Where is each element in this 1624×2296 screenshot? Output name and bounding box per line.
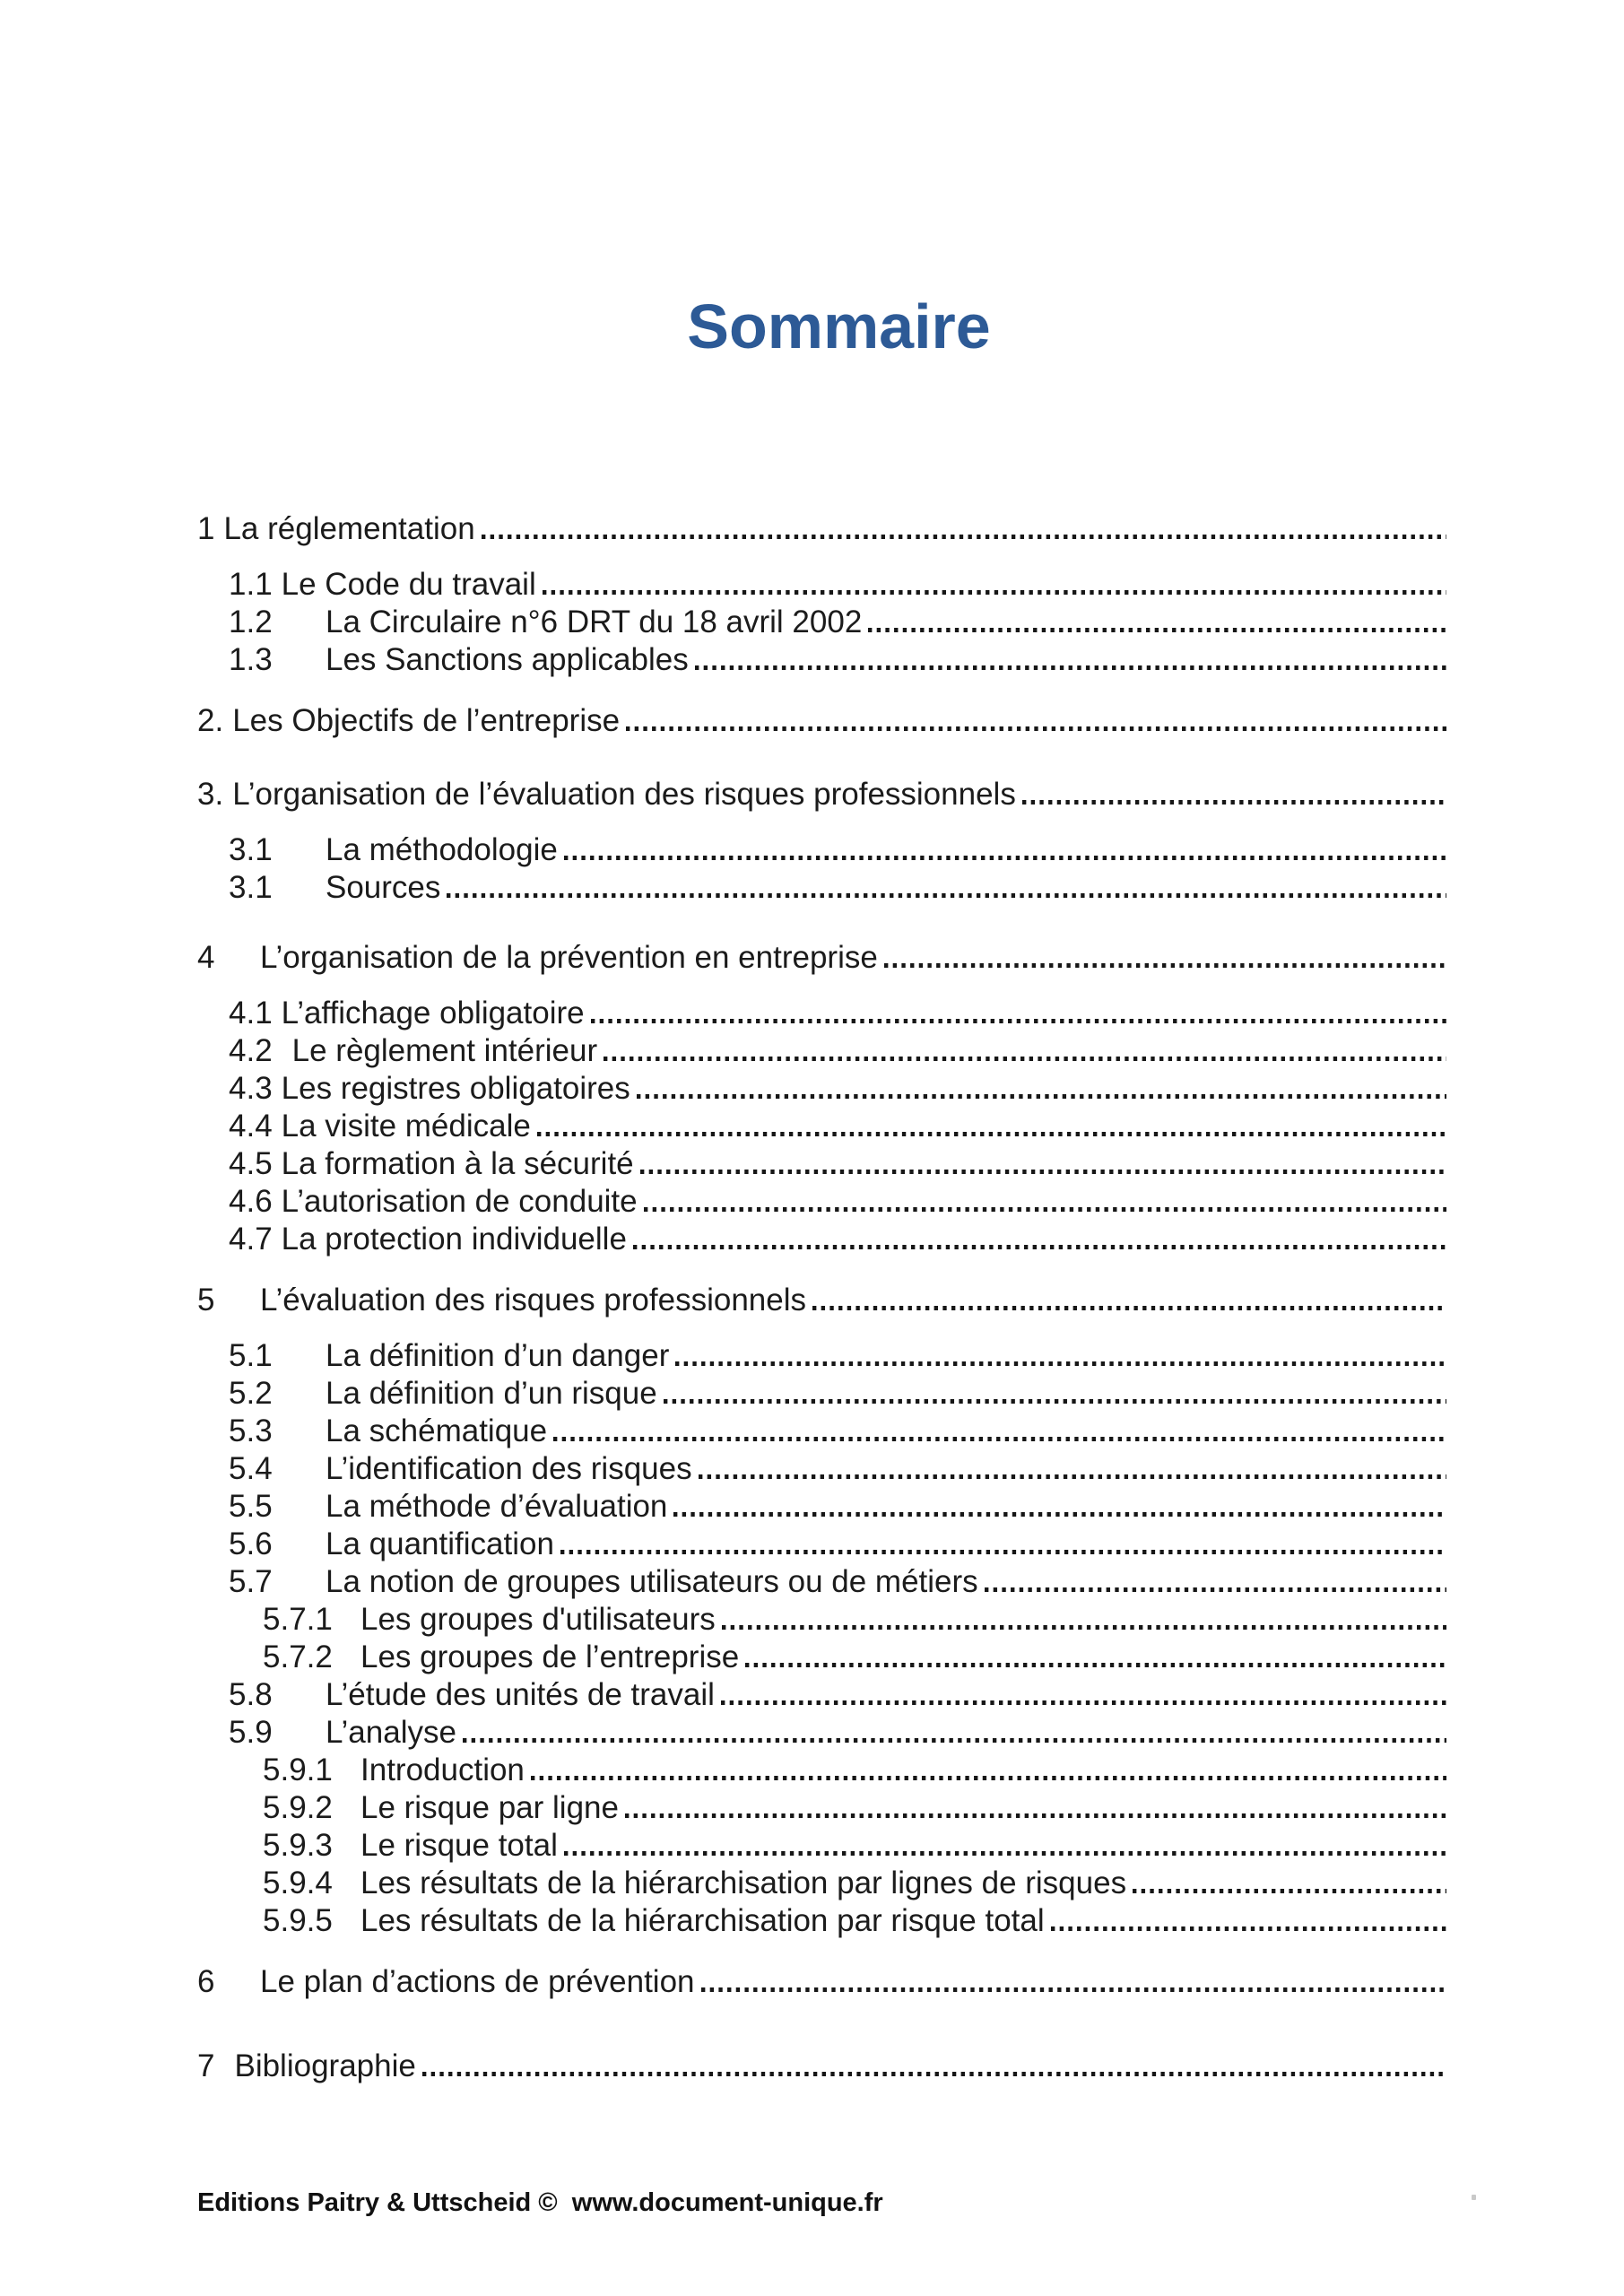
toc-entry-label: La méthode d’évaluation xyxy=(326,1489,668,1524)
toc-entry-label: L’autorisation de conduite xyxy=(281,1184,638,1219)
toc-entry xyxy=(197,1221,1446,1258)
toc-entry-label: La méthodologie xyxy=(326,832,558,867)
toc-entry-label: La protection individuelle xyxy=(281,1222,627,1257)
toc-entry-label: Le risque par ligne xyxy=(360,1790,619,1825)
toc-entry-label: La définition d’un danger xyxy=(326,1338,670,1373)
toc-entry-number: 6 xyxy=(197,1964,215,1999)
toc-entry-label: L’évaluation des risques professionnels xyxy=(260,1283,806,1318)
dot-leader xyxy=(664,1399,1446,1404)
toc-subentries xyxy=(197,831,1446,907)
toc-section-heading xyxy=(197,2048,1446,2085)
dot-leader xyxy=(531,1776,1446,1780)
toc-entry-number: 4.2 xyxy=(229,1033,273,1068)
toc-entry-number: 2. xyxy=(197,703,224,738)
toc-entry-number: 3.1 xyxy=(229,870,273,905)
toc-subentries xyxy=(197,566,1446,679)
toc-entry-number: 5 xyxy=(197,1283,215,1318)
toc-entry-number: 4.5 xyxy=(229,1146,273,1181)
toc-entry-number: 3.1 xyxy=(229,832,273,867)
toc-entry-number: 5.7.1 xyxy=(263,1602,333,1637)
toc-entry-label: Les résultats de la hiérarchisation par lignes de risques xyxy=(360,1866,1127,1900)
toc-entry-label: Les Objectifs de l’entreprise xyxy=(232,703,621,738)
toc-entry-number: 4.1 xyxy=(229,996,273,1031)
toc-entry xyxy=(197,1032,1446,1070)
toc-entry xyxy=(197,1752,1446,1789)
toc-section-heading xyxy=(197,702,1446,740)
toc-entry xyxy=(197,1337,1446,1375)
toc-entry-number: 5.1 xyxy=(229,1338,273,1373)
dot-leader xyxy=(699,1474,1446,1479)
page-title: Sommaire xyxy=(687,291,991,361)
dot-leader xyxy=(868,628,1446,632)
dot-leader xyxy=(722,1625,1446,1630)
dot-leader xyxy=(447,893,1446,898)
toc-section xyxy=(197,2048,1446,2085)
toc-section-heading xyxy=(197,1963,1446,2001)
toc-entry xyxy=(197,1145,1446,1183)
toc-entry-number: 5.5 xyxy=(229,1489,273,1524)
toc-entry xyxy=(197,1714,1446,1752)
toc-entry xyxy=(197,1563,1446,1601)
toc-entry xyxy=(197,995,1446,1032)
dot-leader xyxy=(422,2072,1446,2076)
toc-section xyxy=(197,1282,1446,1940)
toc-section-heading xyxy=(197,510,1446,548)
toc-entry-label: La notion de groupes utilisateurs ou de métiers xyxy=(326,1564,978,1599)
dot-leader xyxy=(482,535,1446,539)
toc-entry-number: 5.3 xyxy=(229,1413,273,1448)
toc-entry xyxy=(197,1865,1446,1902)
toc-entry xyxy=(197,1108,1446,1145)
dot-leader xyxy=(884,963,1446,968)
dot-leader xyxy=(673,1512,1446,1517)
toc-entry xyxy=(197,1375,1446,1413)
toc-entry xyxy=(197,1488,1446,1526)
dot-leader xyxy=(695,665,1446,670)
toc-entry xyxy=(197,869,1446,907)
toc-entry xyxy=(197,1827,1446,1865)
toc-entry xyxy=(197,604,1446,641)
toc-entry xyxy=(197,1789,1446,1827)
toc-entry-label: Le plan d’actions de prévention xyxy=(260,1964,695,1999)
toc-entry-number: 1 xyxy=(197,511,215,546)
toc-entry-label: Bibliographie xyxy=(234,2048,416,2083)
toc-entry xyxy=(197,1601,1446,1639)
dot-leader xyxy=(701,1987,1446,1992)
dot-leader xyxy=(721,1700,1446,1705)
dot-leader xyxy=(591,1019,1446,1023)
dot-leader xyxy=(640,1170,1446,1174)
toc-entry-number: 5.9.2 xyxy=(263,1790,333,1825)
toc-entry-number: 1.1 xyxy=(229,567,273,602)
toc-entry xyxy=(197,1413,1446,1450)
toc-entry-label: Les Sanctions applicables xyxy=(326,642,689,677)
toc-section xyxy=(197,510,1446,679)
dot-leader xyxy=(745,1663,1446,1667)
toc-entry-number: 5.7 xyxy=(229,1564,273,1599)
toc-section xyxy=(197,702,1446,740)
toc-entry xyxy=(197,566,1446,604)
toc-entry-label: La Circulaire n°6 DRT du 18 avril 2002 xyxy=(326,604,863,639)
toc-entry xyxy=(197,1526,1446,1563)
toc-entry-label: L’organisation de la prévention en entreprise xyxy=(260,940,878,975)
toc-entry-label: L’organisation de l’évaluation des risques professionnels xyxy=(232,777,1016,812)
toc-entry-number: 5.9.4 xyxy=(263,1866,333,1900)
toc-entry xyxy=(197,1639,1446,1676)
toc-subentries xyxy=(197,1337,1446,1940)
toc-entry-label: Les groupes de l’entreprise xyxy=(360,1639,740,1674)
dot-leader xyxy=(463,1738,1446,1743)
dot-leader xyxy=(626,726,1446,731)
toc-entry-number: 4.4 xyxy=(229,1109,273,1144)
toc-entry-number: 5.9.3 xyxy=(263,1828,333,1863)
toc-entry-label: Les registres obligatoires xyxy=(281,1071,630,1106)
toc-entry-label: La schématique xyxy=(326,1413,548,1448)
toc-entry-number: 4.3 xyxy=(229,1071,273,1106)
dot-leader xyxy=(625,1813,1446,1818)
toc-entry-label: L’étude des unités de travail xyxy=(326,1677,715,1712)
toc-entry-number: 7 xyxy=(197,2048,215,2083)
toc-entry-label: Le règlement intérieur xyxy=(291,1033,598,1068)
dot-leader xyxy=(1022,800,1446,804)
toc-entry-number: 4 xyxy=(197,940,215,975)
toc-entry-label: Le Code du travail xyxy=(281,567,536,602)
dot-leader xyxy=(564,1851,1446,1856)
dot-leader xyxy=(537,1132,1446,1136)
toc-section-heading xyxy=(197,776,1446,813)
toc-section xyxy=(197,1963,1446,2001)
toc-entry-label: L’analyse xyxy=(326,1715,456,1750)
dot-leader xyxy=(812,1306,1446,1310)
dot-leader xyxy=(604,1057,1446,1061)
toc-entry-number: 4.6 xyxy=(229,1184,273,1219)
dot-leader xyxy=(637,1094,1446,1099)
page-artifact-dot xyxy=(1472,2195,1476,2200)
toc-section-heading xyxy=(197,1282,1446,1319)
dot-leader xyxy=(985,1587,1446,1592)
toc-entry xyxy=(197,831,1446,869)
toc-entry-label: Sources xyxy=(326,870,441,905)
dot-leader xyxy=(1051,1926,1446,1931)
toc-entry-number: 5.9.1 xyxy=(263,1752,333,1787)
toc-entry-number: 4.7 xyxy=(229,1222,273,1257)
toc-entry-label: Les groupes d'utilisateurs xyxy=(360,1602,716,1637)
toc-entry-label: La visite médicale xyxy=(281,1109,531,1144)
toc-entry-number: 5.6 xyxy=(229,1526,273,1561)
dot-leader xyxy=(675,1361,1446,1366)
dot-leader xyxy=(1133,1889,1446,1893)
dot-leader xyxy=(543,590,1446,595)
toc-section xyxy=(197,939,1446,1258)
toc-entry-number: 5.8 xyxy=(229,1677,273,1712)
table-of-contents xyxy=(197,510,1446,2085)
toc-entry-label: L’identification des risques xyxy=(326,1451,692,1486)
toc-entry-number: 5.2 xyxy=(229,1376,273,1411)
toc-entry-number: 5.9 xyxy=(229,1715,273,1750)
toc-section-heading xyxy=(197,939,1446,977)
toc-entry-number: 1.2 xyxy=(229,604,273,639)
toc-entry xyxy=(197,1902,1446,1940)
toc-entry-number: 5.9.5 xyxy=(263,1903,333,1938)
toc-subentries xyxy=(197,995,1446,1258)
dot-leader xyxy=(633,1245,1446,1249)
footer-text: Editions Paitry & Uttscheid © www.document-unique.fr xyxy=(197,2188,883,2217)
toc-entry-label: La réglementation xyxy=(223,511,475,546)
toc-entry xyxy=(197,641,1446,679)
toc-entry-number: 3. xyxy=(197,777,224,812)
toc-section xyxy=(197,776,1446,907)
toc-entry-number: 5.4 xyxy=(229,1451,273,1486)
toc-entry-number: 5.7.2 xyxy=(263,1639,333,1674)
toc-entry-label: Les résultats de la hiérarchisation par risque total xyxy=(360,1903,1045,1938)
toc-entry-label: L’affichage obligatoire xyxy=(281,996,585,1031)
dot-leader xyxy=(644,1207,1446,1212)
toc-entry-label: La formation à la sécurité xyxy=(281,1146,634,1181)
toc-entry xyxy=(197,1070,1446,1108)
dot-leader xyxy=(553,1437,1446,1441)
toc-entry-number: 1.3 xyxy=(229,642,273,677)
toc-entry-label: La quantification xyxy=(326,1526,554,1561)
toc-entry xyxy=(197,1676,1446,1714)
toc-entry xyxy=(197,1183,1446,1221)
dot-leader xyxy=(560,1550,1446,1554)
toc-entry-label: Le risque total xyxy=(360,1828,558,1863)
toc-entry xyxy=(197,1450,1446,1488)
toc-entry-label: Introduction xyxy=(360,1752,525,1787)
toc-entry-label: La définition d’un risque xyxy=(326,1376,657,1411)
dot-leader xyxy=(564,856,1446,860)
